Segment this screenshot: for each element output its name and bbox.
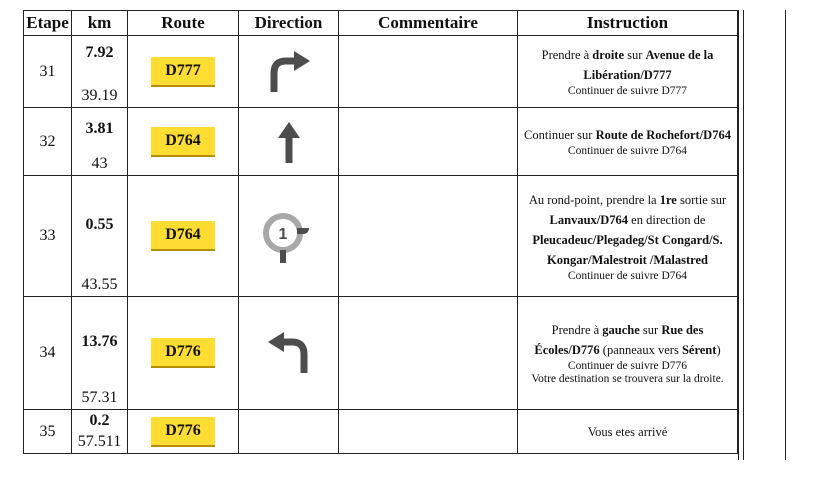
instruction-follow: Continuer de suivre D776 [567, 360, 688, 372]
direction-cell [239, 297, 339, 410]
table-row [24, 36, 738, 108]
route-cell [128, 297, 239, 410]
table-row [24, 297, 738, 410]
instruction-text: Prendre à droite sur Avenue de la Libération/D777 [541, 48, 714, 82]
km-total: 57.511 [77, 433, 122, 450]
km-total: 43.55 [81, 276, 118, 293]
header-commentaire: Commentaire [339, 11, 518, 36]
km-step: 0.55 [85, 216, 114, 233]
route-badge: D764 [151, 221, 215, 251]
instruction-cell [518, 176, 738, 297]
header-km: km [72, 11, 128, 36]
route-cell [128, 36, 239, 108]
instruction-cell [518, 297, 738, 410]
etape-number: 31 [24, 36, 72, 108]
table-row [24, 108, 738, 176]
etape-number: 35 [24, 410, 72, 454]
route-cell [128, 108, 239, 176]
instruction-destination-note: Votre destination se trouvera sur la droite. [531, 373, 724, 385]
instruction-text: Prendre à gauche sur Rue des Écoles/D776 (panneaux vers Sérent) [534, 323, 721, 357]
instruction-follow: Continuer de suivre D764 [567, 145, 688, 157]
km-step: 0.2 [89, 412, 110, 429]
route-badge: D777 [151, 57, 215, 87]
comment-cell [339, 108, 518, 176]
route-badge: D764 [151, 127, 215, 157]
direction-cell [239, 108, 339, 176]
header-row [24, 11, 738, 36]
page-margin-line [785, 10, 786, 460]
header-etape: Etape [24, 11, 72, 36]
instruction-cell [518, 36, 738, 108]
instruction-text: Vous etes arrivé [587, 424, 668, 439]
comment-cell [339, 410, 518, 454]
km-cell [72, 410, 128, 454]
instruction-text: Au rond-point, prendre la 1re sortie sur Lanvaux/D764 en direction de Pleucadeuc/Plegadeg/St Congard/S. Kongar/Malestroit /Malastred [528, 192, 727, 267]
direction-cell [239, 176, 339, 297]
instruction-follow: Continuer de suivre D764 [567, 269, 688, 282]
route-badge: D776 [151, 417, 215, 447]
turn-right-arrow-icon [264, 50, 314, 94]
direction-cell [239, 410, 339, 454]
instruction-cell [518, 410, 738, 454]
comment-cell [339, 36, 518, 108]
comment-cell [339, 176, 518, 297]
header-direction: Direction [239, 11, 339, 36]
km-total: 39.19 [81, 87, 118, 104]
km-cell [72, 176, 128, 297]
etape-number: 33 [24, 176, 72, 297]
km-step: 13.76 [81, 333, 118, 350]
route-cell [128, 410, 239, 454]
page-margin-line [743, 10, 744, 460]
roundabout-exit-1-icon [258, 207, 320, 265]
instruction-follow: Continuer de suivre D777 [567, 85, 688, 97]
etape-number: 34 [24, 297, 72, 410]
km-total: 43 [91, 155, 108, 172]
direction-cell [239, 36, 339, 108]
page-margin-line [738, 10, 739, 460]
comment-cell [339, 297, 518, 410]
etape-number: 32 [24, 108, 72, 176]
km-cell [72, 36, 128, 108]
header-route: Route [128, 11, 239, 36]
turn-left-arrow-icon [264, 331, 314, 375]
km-cell [72, 297, 128, 410]
route-cell [128, 176, 239, 297]
instruction-cell [518, 108, 738, 176]
km-step: 3.81 [85, 120, 114, 137]
route-badge: D776 [151, 338, 215, 368]
km-total: 57.31 [81, 389, 118, 406]
instruction-text: Continuer sur Route de Rochefort/D764 [524, 128, 731, 142]
table-row [24, 410, 738, 454]
itinerary-table [23, 10, 738, 454]
km-cell [72, 108, 128, 176]
roundabout-exit-number: 1 [278, 226, 287, 243]
table-row [24, 176, 738, 297]
header-instruction: Instruction [518, 11, 738, 36]
km-step: 7.92 [85, 44, 114, 61]
straight-arrow-icon [274, 120, 304, 164]
